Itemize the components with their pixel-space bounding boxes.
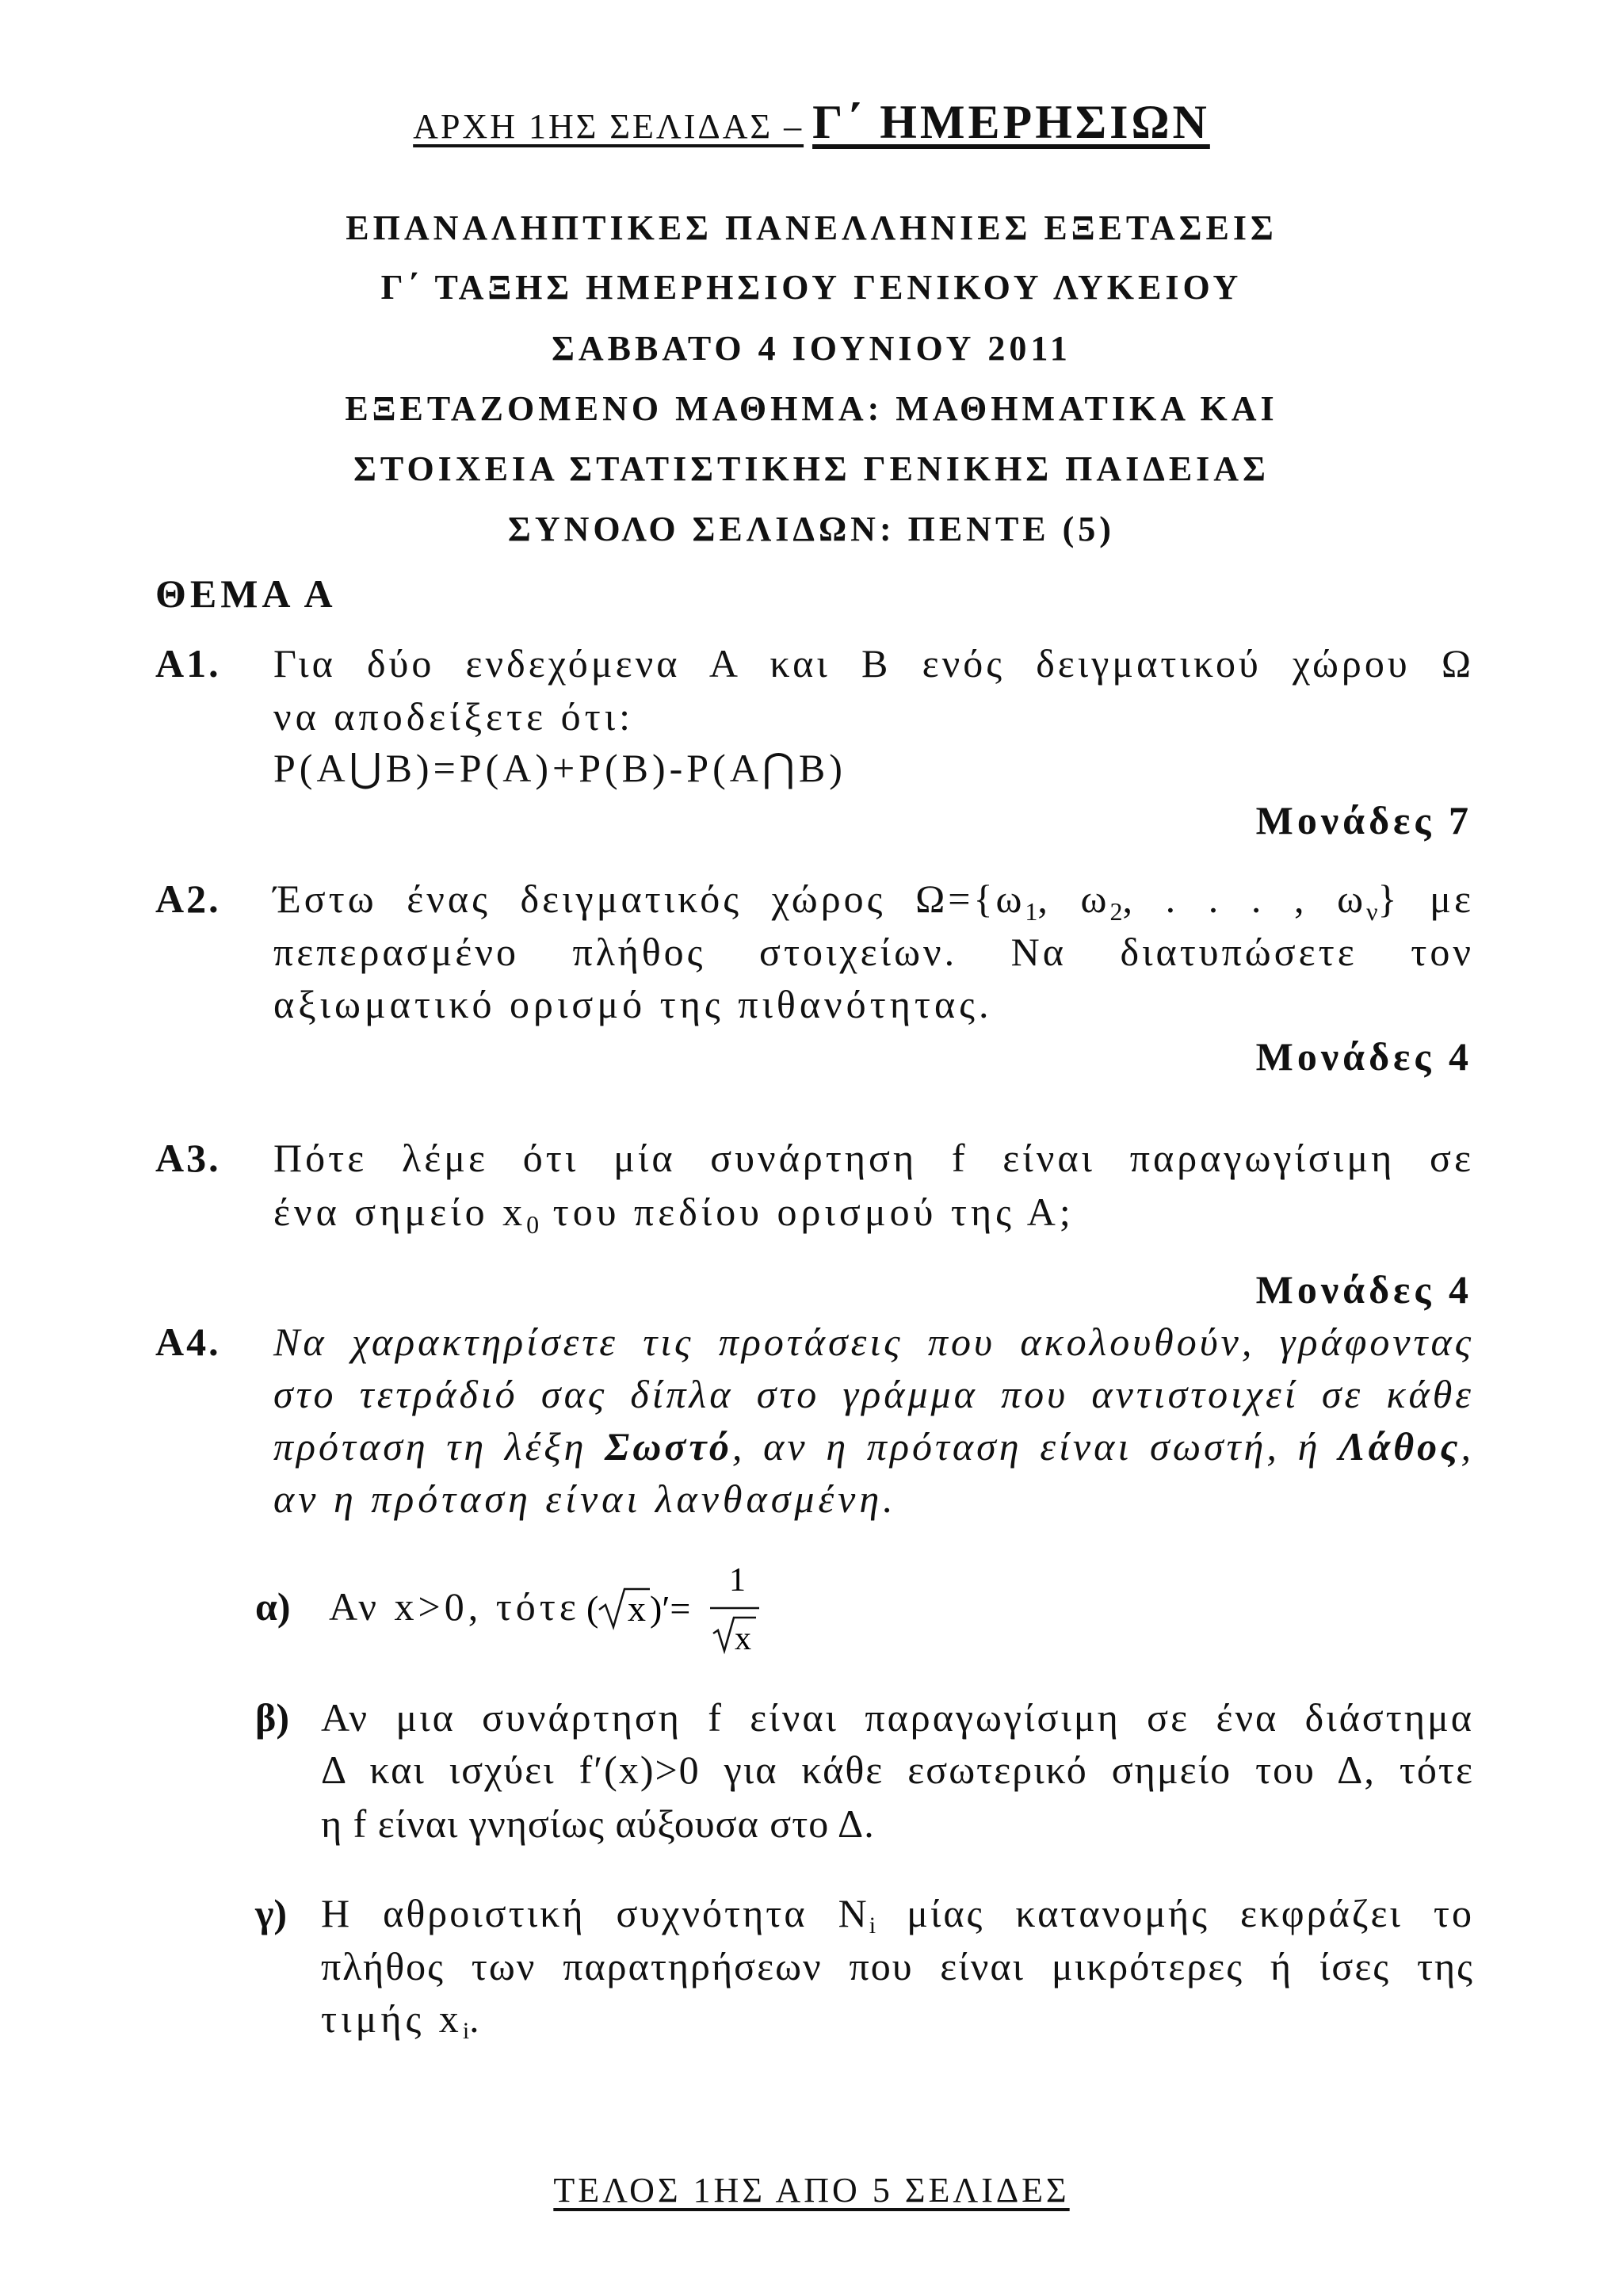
item-alpha-label: α) xyxy=(255,1584,291,1629)
question-a2-line-3: αξιωματικό ορισμό της πιθανότητας. xyxy=(273,982,993,1026)
item-alpha-text: Αν x>0, τότε xyxy=(329,1584,580,1629)
question-a2-line-2: πεπερασμένο πλήθος στοιχείων. Να διατυπώσετε τον xyxy=(273,930,1474,974)
item-beta-line-3: η f είναι γνησίως αύξουσα στο Δ. xyxy=(321,1801,875,1846)
gamma-text-d: . xyxy=(469,1996,483,2041)
page-count: ΣΥΝΟΛΟ ΣΕΛΙΔΩΝ: ΠΕΝΤΕ (5) xyxy=(508,510,1115,548)
a4-word-correct: Σωστό xyxy=(605,1424,732,1469)
formula-open-paren: ( xyxy=(586,1588,599,1629)
gamma-text-a: Η αθροιστική συχνότητα N xyxy=(321,1891,869,1935)
gamma-text-c: τιμής x xyxy=(321,1996,463,2041)
item-gamma-line-3 xyxy=(321,1996,483,2045)
question-a4-line-3 xyxy=(273,1423,1474,1469)
question-a1-line-1: Για δύο ενδεχόμενα Α και Β ενός δειγματικού χώρου Ω xyxy=(273,641,1474,686)
question-a4-number: Α4. xyxy=(155,1320,221,1364)
question-a1-line-2: να αποδείξετε ότι: xyxy=(273,694,635,739)
exam-date: ΣΑΒΒΑΤΟ 4 ΙΟΥΝΙΟΥ 2011 xyxy=(552,329,1071,368)
a4-text-a: πρόταση τη λέξη xyxy=(273,1424,605,1469)
a2-text-a: Έστω ένας δειγματικός χώρος Ω={ω xyxy=(273,877,1025,921)
fraction-numerator: 1 xyxy=(729,1562,746,1599)
question-a3-number: Α3. xyxy=(155,1136,221,1180)
gamma-text-b: μίας κατανομής εκφράζει το xyxy=(876,1891,1475,1935)
a4-word-wrong: Λάθος xyxy=(1338,1424,1461,1469)
question-a4-line-1: Να χαρακτηρίσετε τις προτάσεις που ακολουθούν, γράφοντας xyxy=(273,1320,1474,1364)
page-header xyxy=(0,95,1623,150)
exam-subject-line-1: ΕΞΕΤΑΖΟΜΕΝΟ ΜΑΘΗΜΑ: ΜΑΘΗΜΑΤΙΚΑ ΚΑΙ xyxy=(345,389,1278,428)
item-gamma-label: γ) xyxy=(255,1891,288,1935)
a4-text-c: , xyxy=(1461,1424,1474,1469)
fraction-denominator-x: x xyxy=(735,1621,751,1657)
gamma-sub-i: i xyxy=(869,1912,876,1939)
question-a2-line-1 xyxy=(273,876,1474,926)
question-a4-line-4: αν η πρόταση είναι λανθασμένη. xyxy=(273,1477,897,1521)
formula-x: x xyxy=(628,1588,646,1629)
a2-text-omega2: , ω xyxy=(1037,877,1110,921)
exam-title-line-2: Γ΄ ΤΑΞΗΣ ΗΜΕΡΗΣΙΟΥ ΓΕΝΙΚΟΥ ΛΥΚΕΙΟΥ xyxy=(380,268,1243,307)
formula-close-equals: )′= xyxy=(650,1588,691,1629)
page-start-label: ΑΡΧΗ 1ΗΣ ΣΕΛΙΔΑΣ – xyxy=(413,107,804,146)
question-a1-formula: P(Α⋃Β)=P(Α)+P(Β)-P(Α⋂Β) xyxy=(273,746,846,790)
item-gamma-line-2: πλήθος των παρατηρήσεων που είναι μικρότερες ή ίσες της xyxy=(321,1944,1474,1988)
section-title: ΘΕΜΑ Α xyxy=(155,571,337,616)
page-footer xyxy=(0,2170,1623,2210)
page-end-label: ΤΕΛΟΣ 1ΗΣ ΑΠΟ 5 ΣΕΛΙΔΕΣ xyxy=(553,2171,1070,2210)
a3-text-b: του πεδίου ορισμού της Α; xyxy=(539,1190,1075,1234)
question-a1-points: Μονάδες 7 xyxy=(1255,798,1472,842)
a2-sub-2: 2 xyxy=(1109,897,1123,926)
exam-title-line-1: ΕΠΑΝΑΛΗΠΤΙΚΕΣ ΠΑΝΕΛΛΗΝΙΕΣ ΕΞΕΤΑΣΕΙΣ xyxy=(346,208,1277,247)
a2-text-b: , . . . , ω xyxy=(1122,877,1367,921)
a4-text-b: , αν η πρόταση είναι σωστή, ή xyxy=(731,1424,1339,1469)
a2-sub-n: ν xyxy=(1366,897,1378,926)
question-a4-line-2: στο τετράδιό σας δίπλα στο γράμμα που αντιστοιχεί σε κάθε xyxy=(273,1372,1474,1416)
question-a1-number: Α1. xyxy=(155,641,221,686)
question-a2-points: Μονάδες 4 xyxy=(1255,1034,1472,1079)
question-a3-points: Μονάδες 4 xyxy=(1255,1267,1472,1312)
question-a3-line-1: Πότε λέμε ότι μία συνάρτηση f είναι παραγωγίσιμη σε xyxy=(273,1136,1474,1180)
item-beta-line-1: Αν μια συνάρτηση f είναι παραγωγίσιμη σε ένα διάστημα xyxy=(321,1695,1474,1740)
item-gamma-line-1 xyxy=(321,1890,1474,1939)
item-beta-label: β) xyxy=(255,1695,289,1740)
exam-category: Γ΄ ΗΜΕΡΗΣΙΩΝ xyxy=(812,96,1210,148)
a2-text-c: } με xyxy=(1377,877,1474,921)
a3-sub-0: 0 xyxy=(526,1210,540,1239)
exam-subject-line-2: ΣΤΟΙΧΕΙΑ ΣΤΑΤΙΣΤΙΚΗΣ ΓΕΝΙΚΗΣ ΠΑΙΔΕΙΑΣ xyxy=(353,449,1270,488)
question-a2-number: Α2. xyxy=(155,877,221,921)
item-beta-line-2: Δ και ισχύει f′(x)>0 για κάθε εσωτερικό σημείο του Δ, τότε xyxy=(321,1748,1474,1792)
a2-sub-1: 1 xyxy=(1025,897,1038,926)
question-a3-line-2 xyxy=(273,1189,1075,1240)
a3-text-a: ένα σημείο x xyxy=(273,1190,527,1234)
sqrt-derivative-formula xyxy=(586,1557,769,1660)
gamma-sub-i-2: i xyxy=(462,2018,470,2044)
